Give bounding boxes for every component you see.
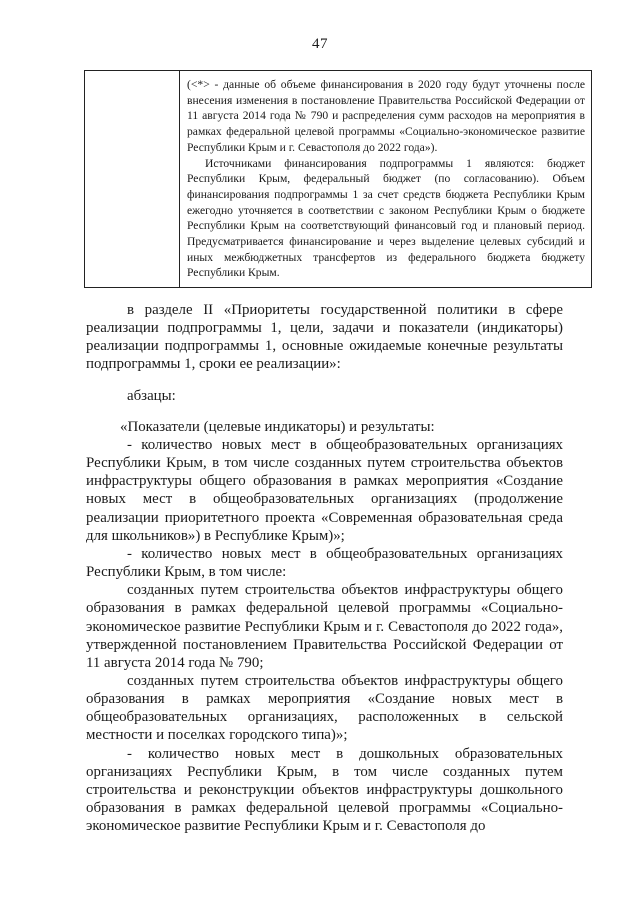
- indicator-subitem: созданных путем строительства объектов инфраструктуры общего образования в рамках федеральной целевой программы «Социально-экономическое развитие Республики Крым и г. Севастополя до 2022 года», утвержденной постановлением Правительства Российской Федерации от 11 августа 2014 года № 790;: [86, 582, 563, 671]
- page-number: 47: [312, 36, 328, 52]
- financing-table-row: [84, 70, 592, 288]
- financing-sources: Источниками финансирования подпрограммы 1 являются: бюджет Республики Крым, федеральный бюджет (по согласованию). Объем финансирования подпрограммы 1 за счет средств бюджета Республики Крым ежегодно уточняется в соответствии с законом Республики Крым о бюджете Республики Крым на соответствующий финансовый год и плановый период. Предусматривается финансирование и через выделение целевых субсидий и иных межбюджетных трансфертов из федерального бюджета бюджету Республики Крым.: [187, 156, 585, 280]
- document-body: [86, 301, 563, 835]
- table-label-cell: [85, 71, 180, 287]
- indicator-subitem: созданных путем строительства объектов инфраструктуры общего образования в рамках мероприятия «Создание новых мест в общеобразовательных организациях, расположенных в сельской местности и поселках городского типа)»;: [86, 672, 563, 744]
- section-intro: в разделе II «Приоритеты государственной политики в сфере реализации подпрограммы 1, цели, задачи и показатели (индикаторы) реализации подпрограммы 1, основные ожидаемые конечные результаты подпрограммы 1, сроки ее реализации»:: [86, 302, 563, 373]
- financing-note: (<*> - данные об объеме финансирования в 2020 году будут уточнены после внесения изменения в постановление Правительства Российской Федерации от 11 августа 2014 года № 790 и распределения сумм расходов на мероприятия в рамках федеральной целевой программы «Социально-экономическое развитие Республики Крым и г. Севастополя до 2022 года»).: [187, 78, 585, 154]
- indicators-heading: «Показатели (целевые индикаторы) и результаты:: [120, 418, 435, 435]
- indicator-item: - количество новых мест в общеобразовательных организациях Республики Крым, в том числе:: [86, 545, 563, 581]
- indicator-item: - количество новых мест в дошкольных образовательных организациях Республики Крым, в том числе созданных путем строительства и реконструкции объектов инфраструктуры дошкольного образования в рамках федеральной целевой программы «Социально-экономическое развитие Республики Крым и г. Севастополя до: [86, 745, 563, 835]
- indicator-item: - количество новых мест в общеобразовательных организациях Республики Крым, в том числе созданных путем строительства объектов инфраструктуры общего образования в рамках мероприятия «Создание новых мест в общеобразовательных организациях (продолжение реализации приоритетного проекта «Современная образовательная среда для школьников») в Республике Крым)»;: [86, 436, 563, 544]
- table-content-cell: [180, 71, 591, 287]
- paragraphs-label: абзацы:: [127, 387, 176, 404]
